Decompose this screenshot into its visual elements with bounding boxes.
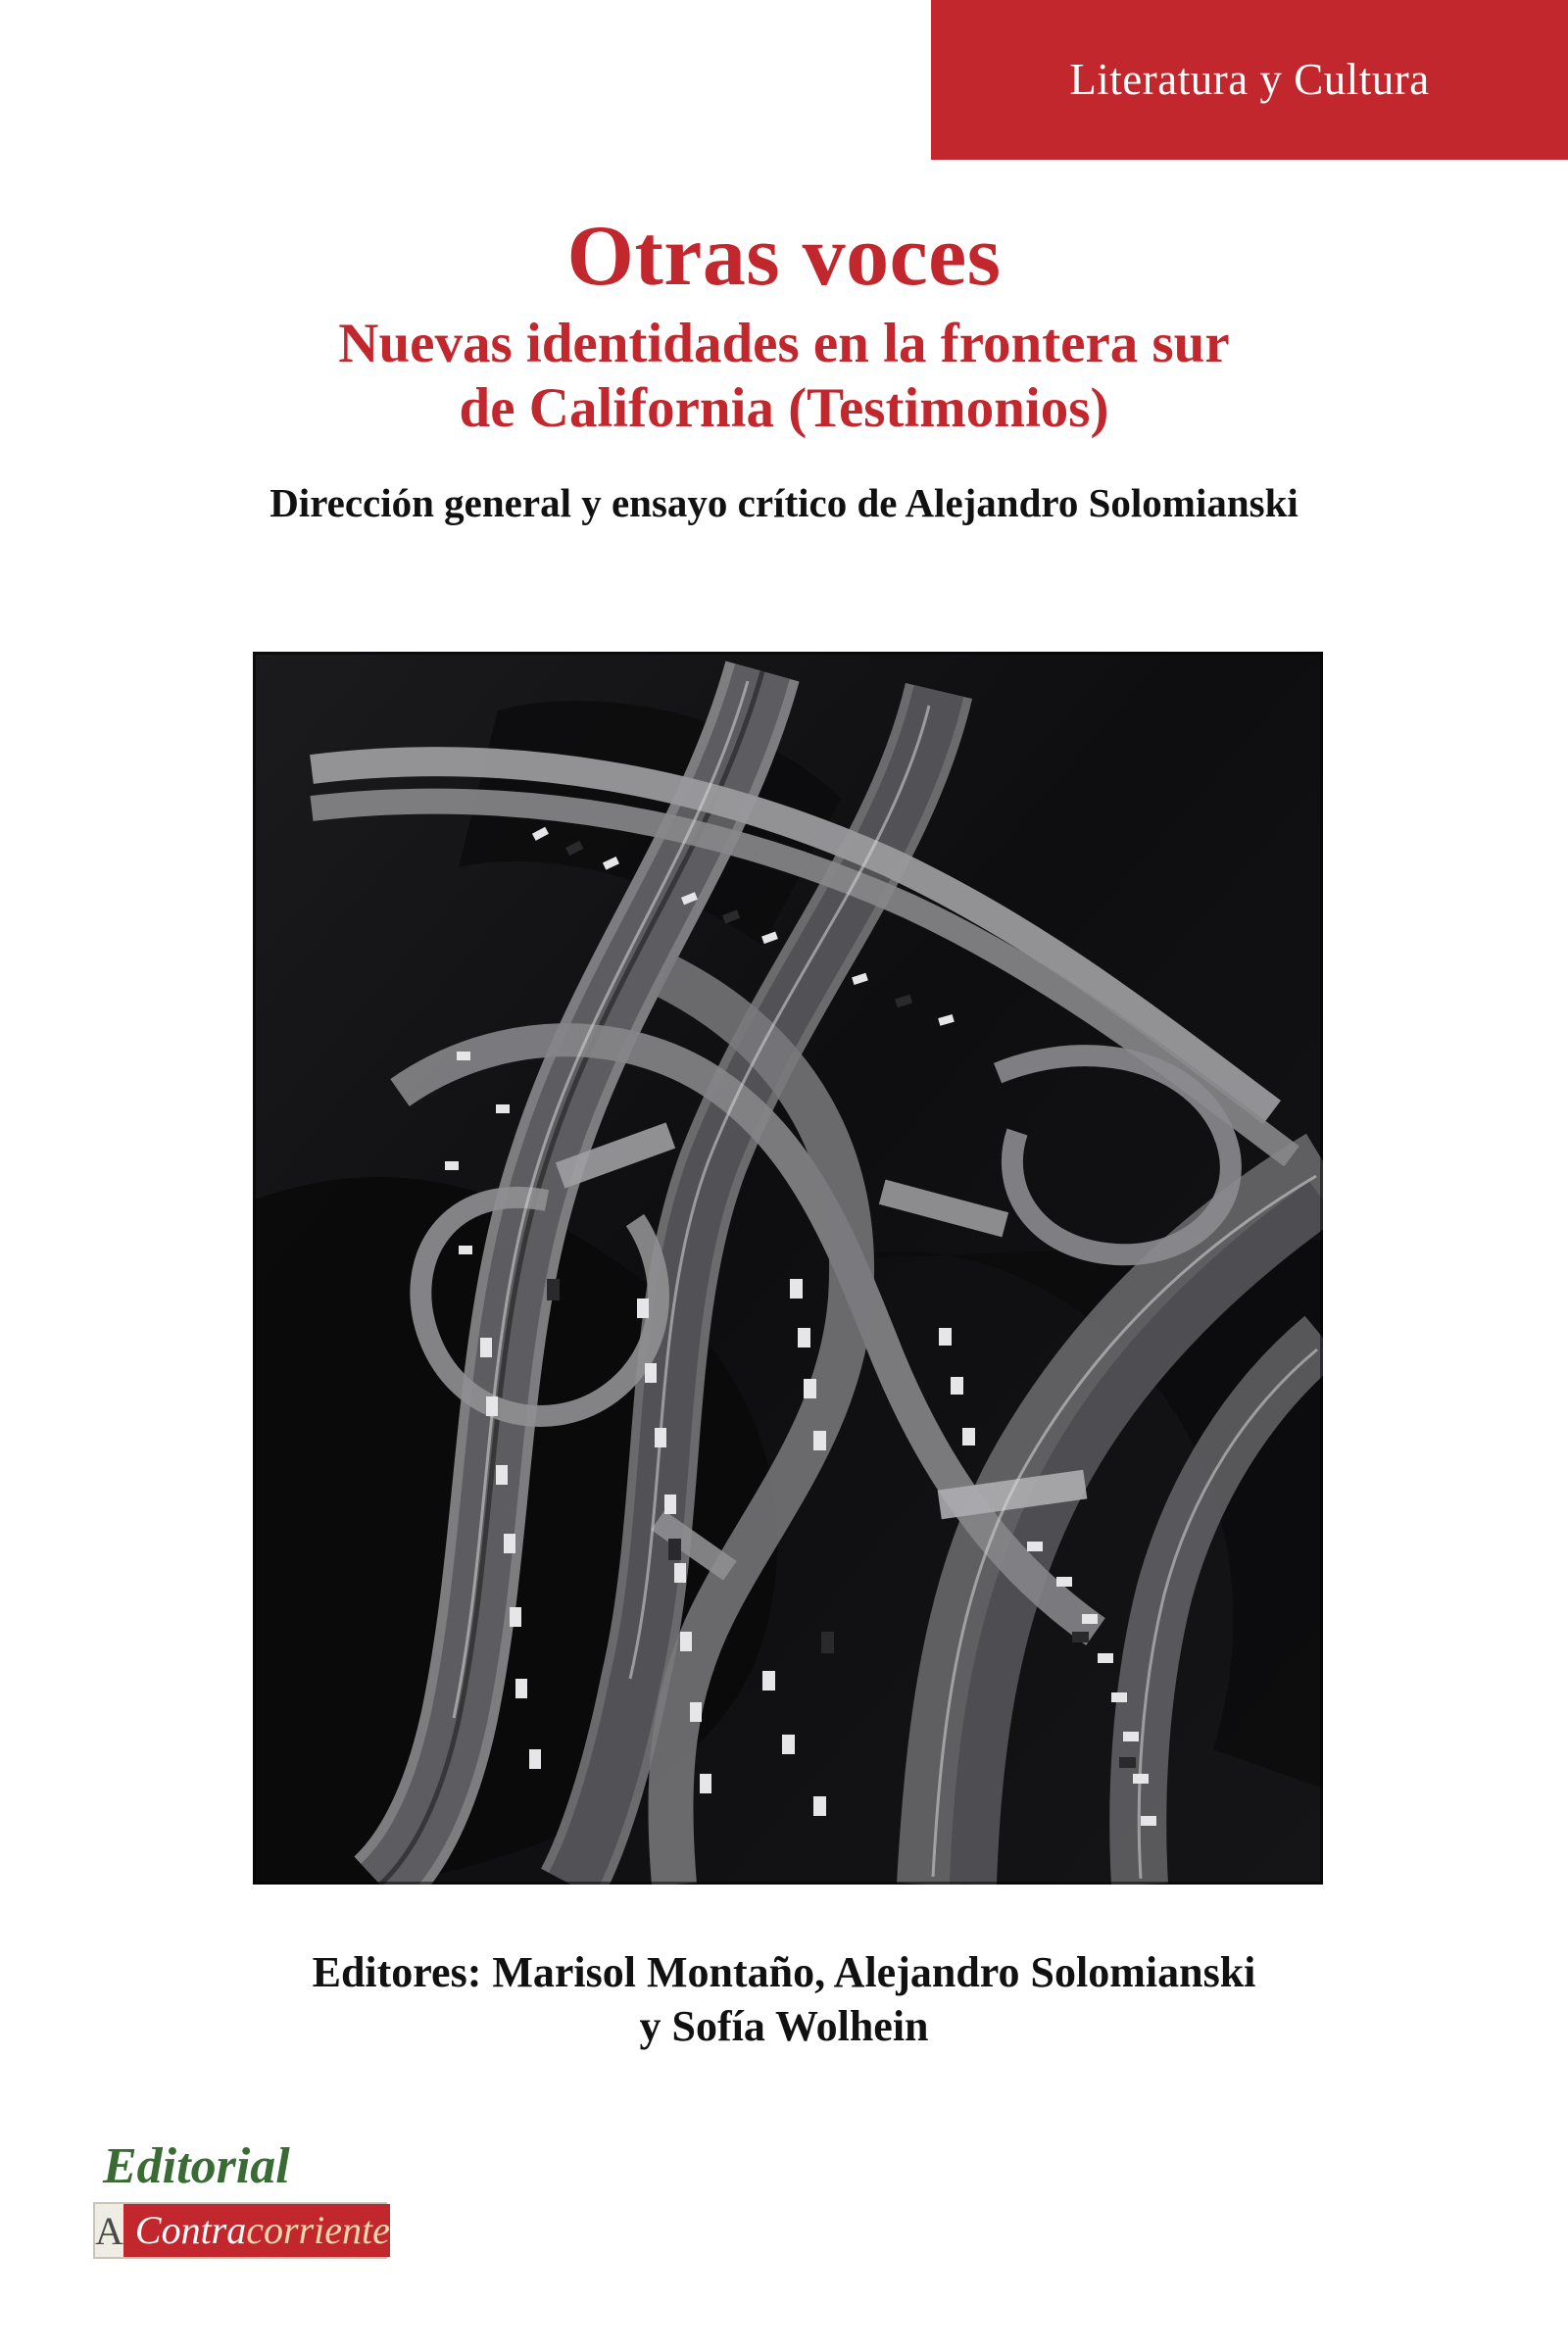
publisher-editorial-word: Editorial bbox=[103, 2138, 290, 2194]
publisher-name-bar bbox=[93, 2202, 390, 2259]
page-title: Otras voces bbox=[566, 209, 1002, 304]
credit-line: Dirección general y ensayo crítico de Alejandro Solomianski bbox=[270, 480, 1298, 526]
subtitle-line-2: de California (Testimonios) bbox=[459, 376, 1109, 439]
publisher-name-block bbox=[123, 2204, 390, 2257]
freeway-interchange-photo bbox=[253, 652, 1323, 1885]
editors-block bbox=[0, 1945, 1568, 2053]
freeway-interchange-illustration bbox=[253, 652, 1323, 1885]
publisher-logo-letter: A bbox=[95, 2204, 123, 2257]
publisher-name-part1: Contra bbox=[134, 2208, 247, 2252]
series-banner bbox=[931, 0, 1568, 160]
editors-line-2: y Sofía Wolhein bbox=[639, 2002, 929, 2050]
title-block bbox=[0, 211, 1568, 528]
publisher-name-part2: corriente bbox=[246, 2208, 390, 2252]
subtitle-line-1: Nuevas identidades en la frontera sur bbox=[338, 313, 1230, 375]
publisher-name-text bbox=[134, 2208, 390, 2252]
series-label: Literatura y Cultura bbox=[1069, 55, 1430, 104]
publisher-logo bbox=[93, 2138, 407, 2274]
editors-line-1: Editores: Marisol Montaño, Alejandro Solomianski bbox=[312, 1948, 1256, 1996]
